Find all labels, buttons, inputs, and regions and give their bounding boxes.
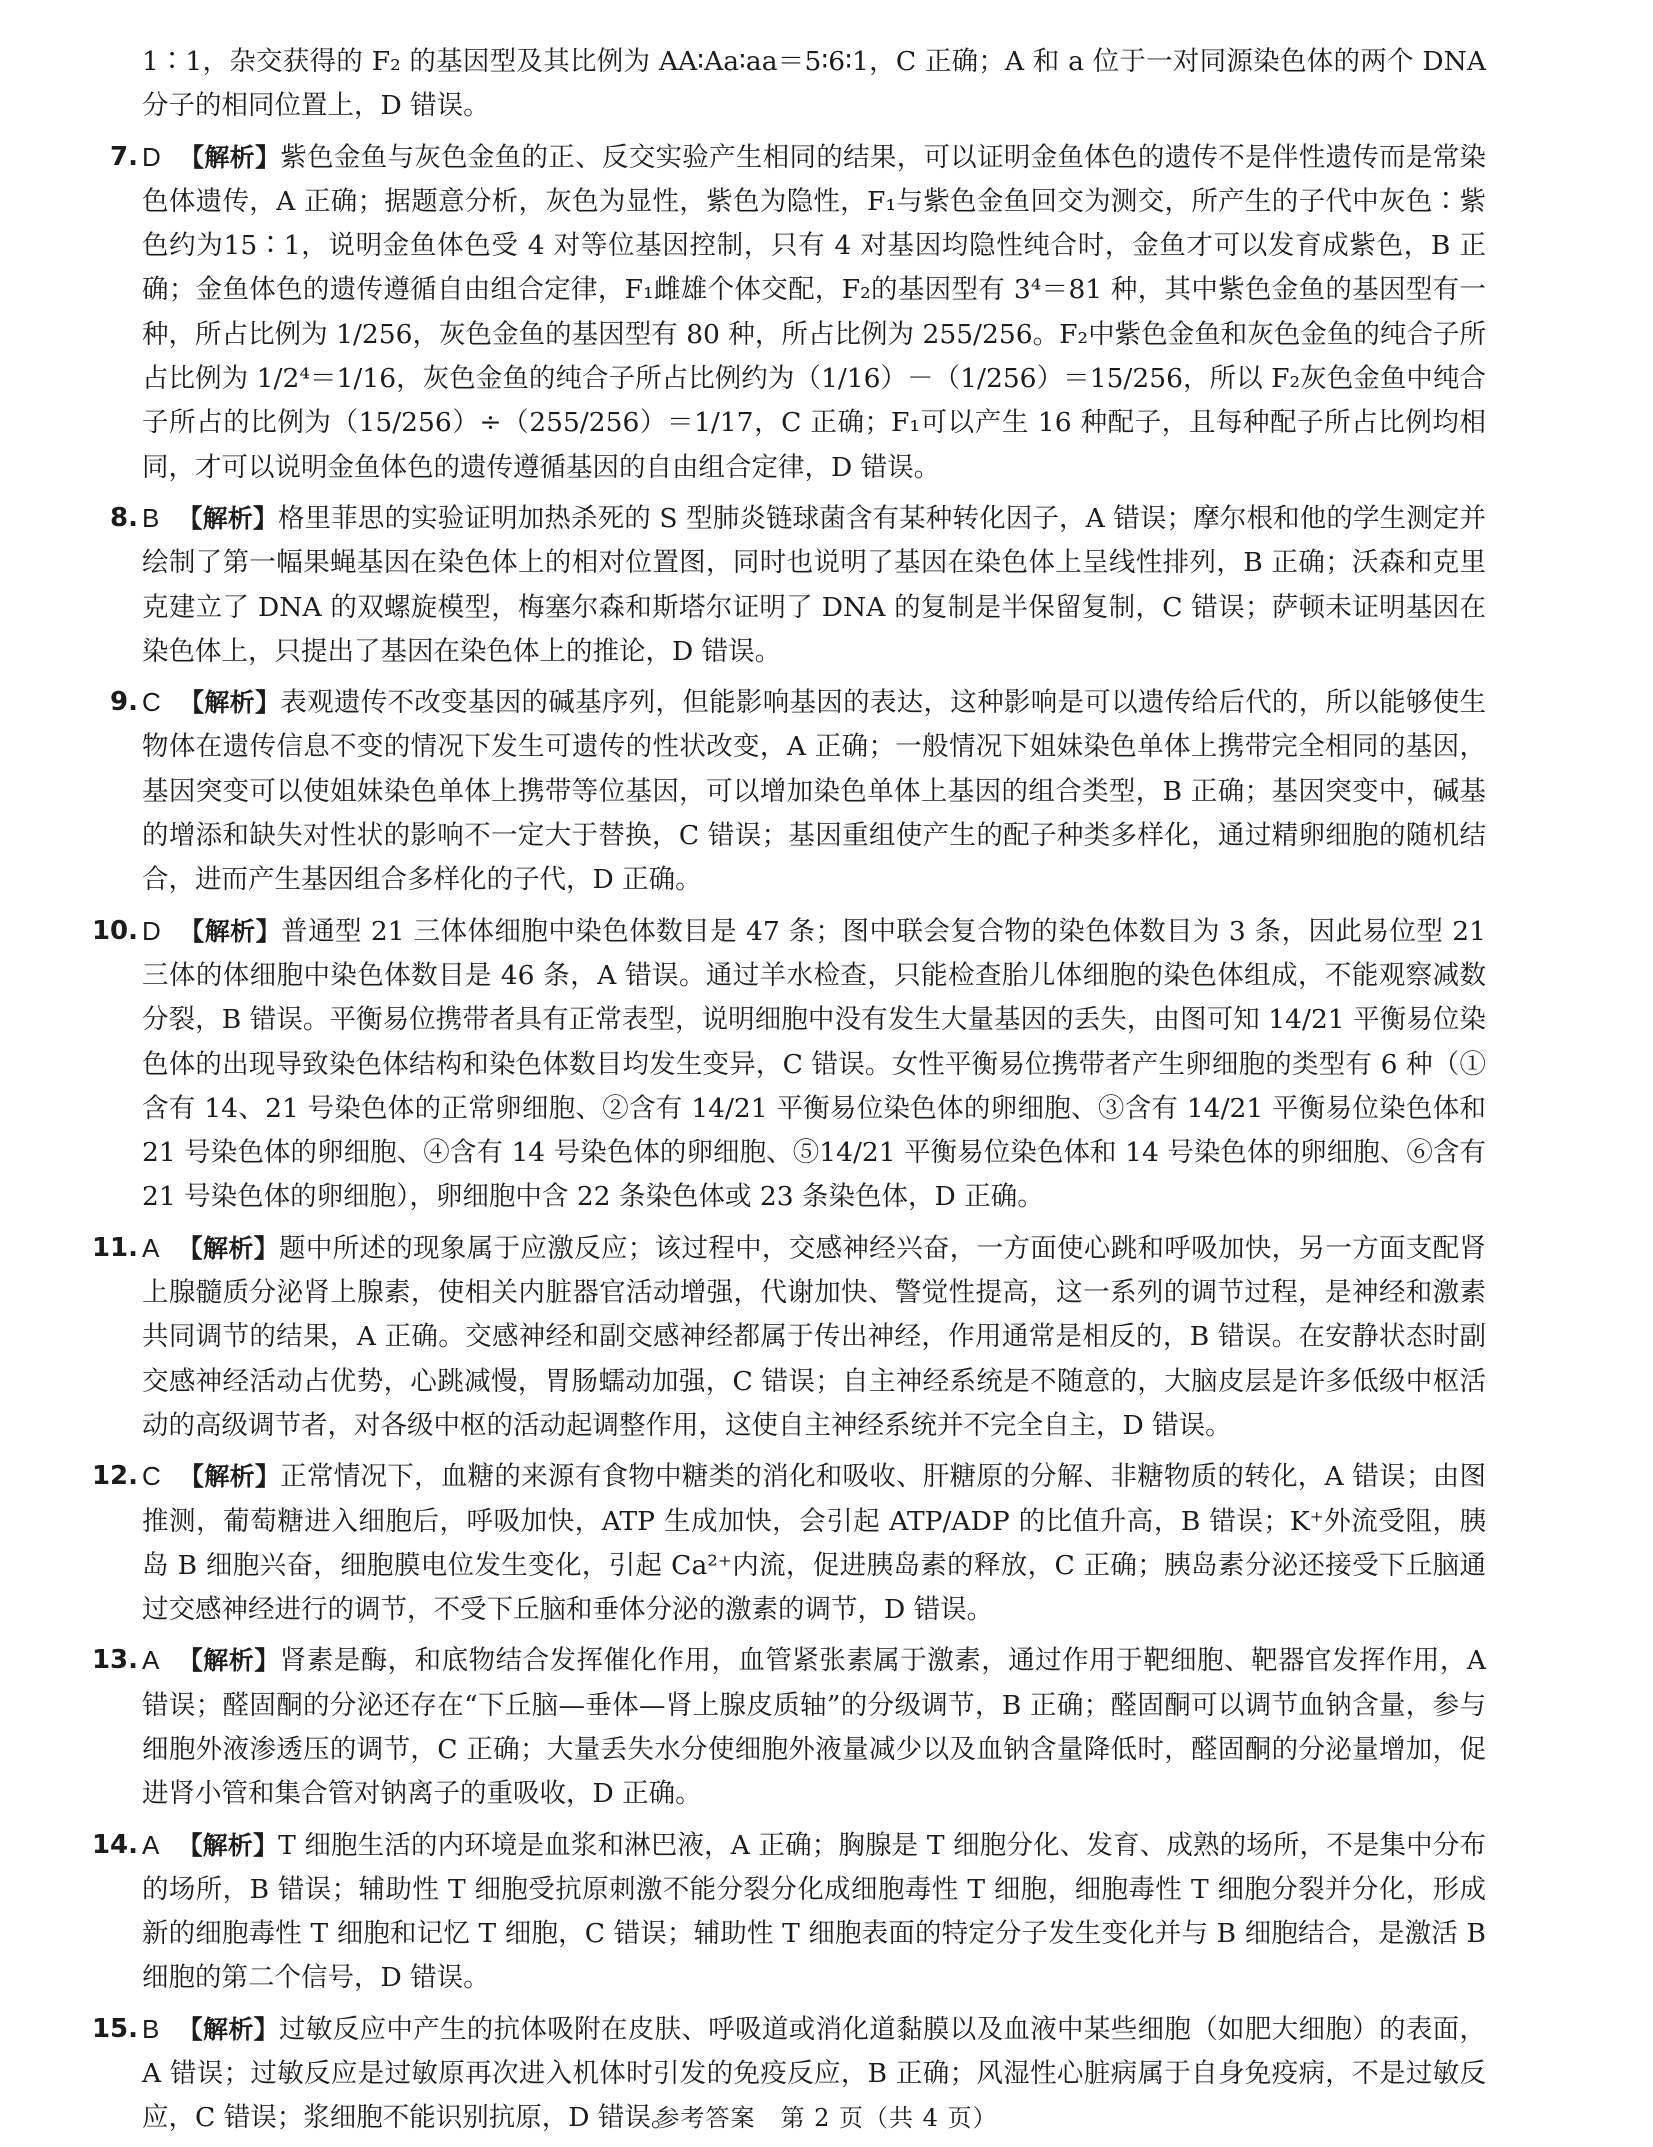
- answer-item-7: [108, 135, 1486, 490]
- answer-item-10: [91, 909, 1486, 1220]
- answer-letter: D: [142, 915, 161, 946]
- analysis-tag: 【解析】: [178, 916, 282, 946]
- analysis-text: 肾素是酶，和底物结合发挥催化作用，血管紧张素属于激素，通过作用于靶细胞、靶器官发挥作用，A 错误；醛固酮的分泌还存在“下丘脑—垂体—肾上腺皮质轴”的分级调节，B 正确；醛固酮可以调节血钠含量，参与细胞外液渗透压的调节，C 正确；大量丢失水分使细胞外液量减少以及血钠含量降低时，醛固酮的分泌量增加，促进肾小管和集合管对钠离子的重吸收，D 正确。: [142, 1645, 1486, 1810]
- analysis-tag: 【解析】: [177, 1646, 280, 1676]
- question-number: 7.: [110, 141, 138, 172]
- continued-text: 1∶1，杂交获得的 F₂ 的基因型及其比例为 AA∶Aa∶aa＝5∶6∶1，C 正确；A 和 a 位于一对同源染色体的两个 DNA 分子的相同位置上，D 错误。: [142, 46, 1486, 122]
- analysis-text: 题中所述的现象属于应激反应；该过程中，交感神经兴奋，一方面使心跳和呼吸加快，另一方面支配肾上腺髓质分泌肾上腺素，使相关内脏器官活动增强，代谢加快、警觉性提高，这一系列的调节过程，是神经和激素共同调节的结果，A 正确。交感神经和副交感神经都属于传出神经，作用通常是相反的，B 错误。在安静状态时副交感神经活动占优势，心跳减慢，胃肠蠕动加强，C 错误；自主神经系统是不随意的，大脑皮层是许多低级中枢活动的高级调节者，对各级中枢的活动起调整作用，这使自主神经系统并不完全自主，D 错误。: [142, 1232, 1486, 1441]
- answer-item-13: [91, 1638, 1486, 1816]
- question-number: 11.: [91, 1232, 138, 1263]
- analysis-tag: 【解析】: [178, 688, 281, 718]
- analysis-text: 过敏反应中产生的抗体吸附在皮肤、呼吸道或消化道黏膜以及血液中某些细胞（如肥大细胞）的表面，A 错误；过敏反应是过敏原再次进入机体时引发的免疫反应，B 正确；风湿性心脏病属于自身免疫病，不是过敏反应，C 错误；浆细胞不能识别抗原，D 错误。: [142, 2013, 1486, 2134]
- continued-paragraph: [108, 40, 1486, 129]
- answer-letter: D: [142, 141, 161, 172]
- question-number: 13.: [91, 1645, 138, 1676]
- analysis-text: 表观遗传不改变基因的碱基序列，但能影响基因的表达，这种影响是可以遗传给后代的，所以能够使生物体在遗传信息不变的情况下发生可遗传的性状改变，A 正确；一般情况下姐妹染色单体上携带完全相同的基因，基因突变可以使姐妹染色单体上携带等位基因，可以增加染色单体上基因的组合类型，B 正确；基因突变中，碱基的增添和缺失对性状的影响不一定大于替换，C 错误；基因重组使产生的配子种类多样化，通过精卵细胞的随机结合，进而产生基因组合多样化的子代，D 正确。: [142, 687, 1486, 896]
- question-number: 8.: [110, 502, 138, 533]
- answer-item-9: [108, 680, 1486, 902]
- question-number: 15.: [91, 2013, 138, 2044]
- analysis-text: 正常情况下，血糖的来源有食物中糖类的消化和吸收、肝糖原的分解、非糖物质的转化，A 错误；由图推测，葡萄糖进入细胞后，呼吸加快，ATP 生成加快，会引起 ATP/ADP 的比值升高，B 错误；K⁺外流受阻，胰岛 B 细胞兴奋，细胞膜电位发生变化，引起 Ca²⁺内流，促进胰岛素的释放，C 正确；胰岛素分泌还接受下丘脑通过交感神经进行的调节，不受下丘脑和垂体分泌的激素的调节，D 错误。: [142, 1461, 1486, 1626]
- question-number: 9.: [110, 687, 138, 718]
- answer-letter: B: [142, 502, 160, 533]
- analysis-tag: 【解析】: [177, 1233, 279, 1263]
- answer-item-11: [91, 1226, 1486, 1448]
- analysis-text: 紫色金鱼与灰色金鱼的正、反交实验产生相同的结果，可以证明金鱼体色的遗传不是伴性遗传而是常染色体遗传，A 正确；据题意分析，灰色为显性，紫色为隐性，F₁与紫色金鱼回交为测交，所产生的子代中灰色∶紫色约为15∶1，说明金鱼体色受 4 对等位基因控制，只有 4 对基因均隐性纯合时，金鱼才可以发育成紫色，B 正确；金鱼体色的遗传遵循自由组合定律，F₁雌雄个体交配，F₂的基因型有 3⁴＝81 种，其中紫色金鱼的基因型有一种，所占比例为 1/256，灰色金鱼的基因型有 80 种，所占比例为 255/256。F₂中紫色金鱼和灰色金鱼的纯合子所占比例为 1/2⁴＝1/16，灰色金鱼的纯合子所占比例约为（1/16）－（1/256）＝15/256，所以 F₂灰色金鱼中纯合子所占的比例为（15/256）÷（255/256）＝1/17，C 正确；F₁可以产生 16 种配子，且每种配子所占比例均相同，才可以说明金鱼体色的遗传遵循基因的自由组合定律，D 错误。: [142, 141, 1486, 483]
- answer-item-8: [108, 496, 1486, 674]
- analysis-tag: 【解析】: [177, 1830, 279, 1860]
- answer-letter: C: [142, 687, 161, 718]
- answer-letter: A: [142, 1232, 160, 1263]
- analysis-tag: 【解析】: [178, 142, 281, 172]
- analysis-text: T 细胞生活的内环境是血浆和淋巴液，A 正确；胸腺是 T 细胞分化、发育、成熟的场所，不是集中分布的场所，B 错误；辅助性 T 细胞受抗原刺激不能分裂分化成细胞毒性 T 细胞，细胞毒性 T 细胞分裂并分化，形成新的细胞毒性 T 细胞和记忆 T 细胞，C 错误；辅助性 T 细胞表面的特定分子发生变化并与 B 细胞结合，是激活 B 细胞的第二个信号，D 错误。: [142, 1829, 1486, 1994]
- analysis-text: 格里菲思的实验证明加热杀死的 S 型肺炎链球菌含有某种转化因子，A 错误；摩尔根和他的学生测定并绘制了第一幅果蝇基因在染色体上的相对位置图，同时也说明了基因在染色体上呈线性排列，B 正确；沃森和克里克建立了 DNA 的双螺旋模型，梅塞尔森和斯塔尔证明了 DNA 的复制是半保留复制，C 错误；萨顿未证明基因在染色体上，只提出了基因在染色体上的推论，D 错误。: [142, 502, 1486, 667]
- analysis-tag: 【解析】: [177, 2014, 279, 2044]
- answer-content: [91, 40, 1486, 2147]
- question-number: 14.: [91, 1829, 138, 1860]
- answer-letter: A: [142, 1645, 160, 1676]
- analysis-text: 普通型 21 三体体细胞中染色体数目是 47 条；图中联会复合物的染色体数目为 3 条，因此易位型 21 三体的体细胞中染色体数目是 46 条，A 错误。通过羊水检查，只能检查胎儿体细胞的染色体组成，不能观察减数分裂，B 错误。平衡易位携带者具有正常表型，说明细胞中没有发生大量基因的丢失，由图可知 14/21 平衡易位染色体的出现导致染色体结构和染色体数目均发生变异，C 错误。女性平衡易位携带者产生卵细胞的类型有 6 种（①含有 14、21 号染色体的正常卵细胞、②含有 14/21 平衡易位染色体的卵细胞、③含有 14/21 平衡易位染色体和 21 号染色体的卵细胞、④含有 14 号染色体的卵细胞、⑤14/21 平衡易位染色体和 14 号染色体的卵细胞、⑥含有 21 号染色体的卵细胞），卵细胞中含 22 条染色体或 23 条染色体，D 正确。: [142, 915, 1486, 1213]
- answer-letter: B: [142, 2013, 160, 2044]
- question-number: 12.: [91, 1461, 138, 1492]
- answer-letter: A: [142, 1829, 160, 1860]
- answer-letter: C: [142, 1461, 161, 1492]
- analysis-tag: 【解析】: [178, 1462, 281, 1492]
- page-footer: 参考答案 第 2 页（共 4 页）: [655, 2104, 998, 2132]
- question-number: 10.: [91, 915, 138, 946]
- answer-item-12: [91, 1454, 1486, 1632]
- answer-item-14: [91, 1823, 1486, 2001]
- analysis-tag: 【解析】: [177, 503, 279, 533]
